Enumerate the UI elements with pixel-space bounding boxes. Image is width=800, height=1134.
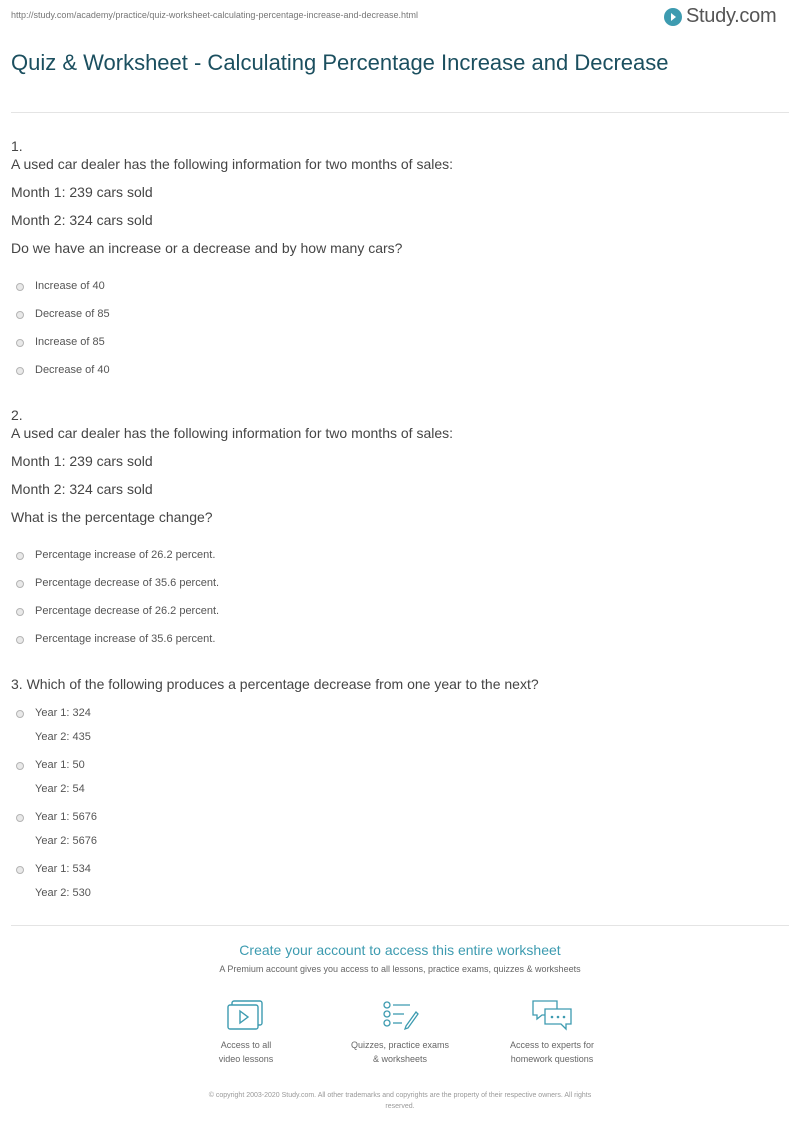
- feature-label: [477, 1038, 627, 1066]
- title-divider: [11, 112, 789, 113]
- top-bar: [0, 0, 800, 40]
- answer-option[interactable]: [16, 274, 105, 298]
- question-1: [11, 137, 791, 257]
- answer-option[interactable]: [16, 543, 215, 567]
- radio-button[interactable]: [16, 552, 24, 560]
- feature-label: [171, 1038, 321, 1066]
- answer-option[interactable]: [16, 857, 91, 905]
- radio-button[interactable]: [16, 339, 24, 347]
- radio-button[interactable]: [16, 311, 24, 319]
- promo-title[interactable]: Create your account to access this entire worksheet: [239, 942, 561, 958]
- logo-text: Study.com: [686, 5, 777, 27]
- answer-label: Year 1: 534: [35, 863, 91, 875]
- answer-label: Year 1: 5676: [35, 811, 97, 823]
- question-text: A used car dealer has the following information for two months of sales:: [11, 156, 454, 172]
- answer-option[interactable]: [16, 358, 110, 382]
- feature-experts: [477, 998, 627, 1066]
- video-lesson-icon: [226, 998, 266, 1032]
- feature-label-line: homework questions: [510, 1054, 594, 1064]
- footer-divider: [11, 925, 789, 926]
- question-text: Month 1: 239 cars sold: [11, 184, 153, 200]
- radio-button[interactable]: [16, 283, 24, 291]
- question-text: What is the percentage change?: [11, 509, 213, 525]
- radio-button[interactable]: [16, 580, 24, 588]
- answer-label: Increase of 40: [35, 280, 105, 292]
- answer-label: Percentage decrease of 26.2 percent.: [35, 605, 220, 617]
- question-number: 2.: [11, 407, 23, 423]
- page-url[interactable]: http://study.com/academy/practice/quiz-worksheet-calculating-percentage-increase-and-decrease.html: [11, 10, 419, 20]
- question-text: A used car dealer has the following information for two months of sales:: [11, 425, 454, 441]
- study-logo[interactable]: [663, 5, 776, 28]
- answer-option[interactable]: [16, 571, 219, 595]
- copyright-line: reserved.: [385, 1103, 415, 1110]
- feature-label-line: & worksheets: [372, 1054, 428, 1064]
- radio-button[interactable]: [16, 762, 24, 770]
- answer-label: Year 2: 530: [35, 887, 91, 899]
- page-title: Quiz & Worksheet - Calculating Percentage Increase and Decrease: [11, 50, 669, 75]
- feature-label-line: video lessons: [218, 1054, 274, 1064]
- answer-label: Year 1: 50: [35, 759, 85, 771]
- feature-label: [325, 1038, 475, 1066]
- answer-option[interactable]: [16, 805, 97, 853]
- feature-label-line: Access to experts for: [509, 1040, 595, 1050]
- radio-button[interactable]: [16, 608, 24, 616]
- answer-option[interactable]: [16, 330, 105, 354]
- question-number: 1.: [11, 138, 23, 154]
- answer-label: Increase of 85: [35, 336, 105, 348]
- answer-label: Year 2: 5676: [35, 835, 97, 847]
- question-2: [11, 406, 791, 526]
- promo-subtitle: A Premium account gives you access to all lessons, practice exams, quizzes & worksheets: [219, 964, 581, 974]
- radio-button[interactable]: [16, 367, 24, 375]
- answer-label: Year 2: 435: [35, 731, 91, 743]
- answer-label: Percentage increase of 35.6 percent.: [35, 633, 216, 645]
- answer-label: Year 2: 54: [35, 783, 85, 795]
- answer-option[interactable]: [16, 302, 110, 326]
- answer-option[interactable]: [16, 599, 219, 623]
- radio-button[interactable]: [16, 866, 24, 874]
- answer-label: Decrease of 85: [35, 308, 110, 320]
- chat-bubbles-icon: [530, 998, 574, 1032]
- study-logo-icon: [663, 7, 683, 27]
- copyright-notice: [150, 1090, 650, 1112]
- radio-button[interactable]: [16, 710, 24, 718]
- answer-label: Percentage increase of 26.2 percent.: [35, 549, 216, 561]
- question-text: 3. Which of the following produces a percentage decrease from one year to the next?: [11, 676, 539, 692]
- radio-button[interactable]: [16, 636, 24, 644]
- feature-quizzes: [325, 998, 475, 1066]
- question-text: Do we have an increase or a decrease and by how many cars?: [11, 240, 403, 256]
- question-text: Month 1: 239 cars sold: [11, 453, 153, 469]
- answer-label: Year 1: 324: [35, 707, 91, 719]
- answer-label: Decrease of 40: [35, 364, 110, 376]
- quiz-list-icon: [380, 998, 420, 1032]
- feature-video-lessons: [171, 998, 321, 1066]
- question-3: [11, 675, 791, 693]
- radio-button[interactable]: [16, 814, 24, 822]
- answer-label: Percentage decrease of 35.6 percent.: [35, 577, 220, 589]
- copyright-line: © copyright 2003-2020 Study.com. All other trademarks and copyrights are the property of their respective owners. All rights: [208, 1092, 592, 1099]
- answer-option[interactable]: [16, 627, 215, 651]
- answer-option[interactable]: [16, 701, 91, 749]
- answer-option[interactable]: [16, 753, 85, 801]
- question-text: Month 2: 324 cars sold: [11, 481, 153, 497]
- question-text: Month 2: 324 cars sold: [11, 212, 153, 228]
- feature-label-line: Quizzes, practice exams: [350, 1040, 450, 1050]
- feature-label-line: Access to all: [220, 1040, 272, 1050]
